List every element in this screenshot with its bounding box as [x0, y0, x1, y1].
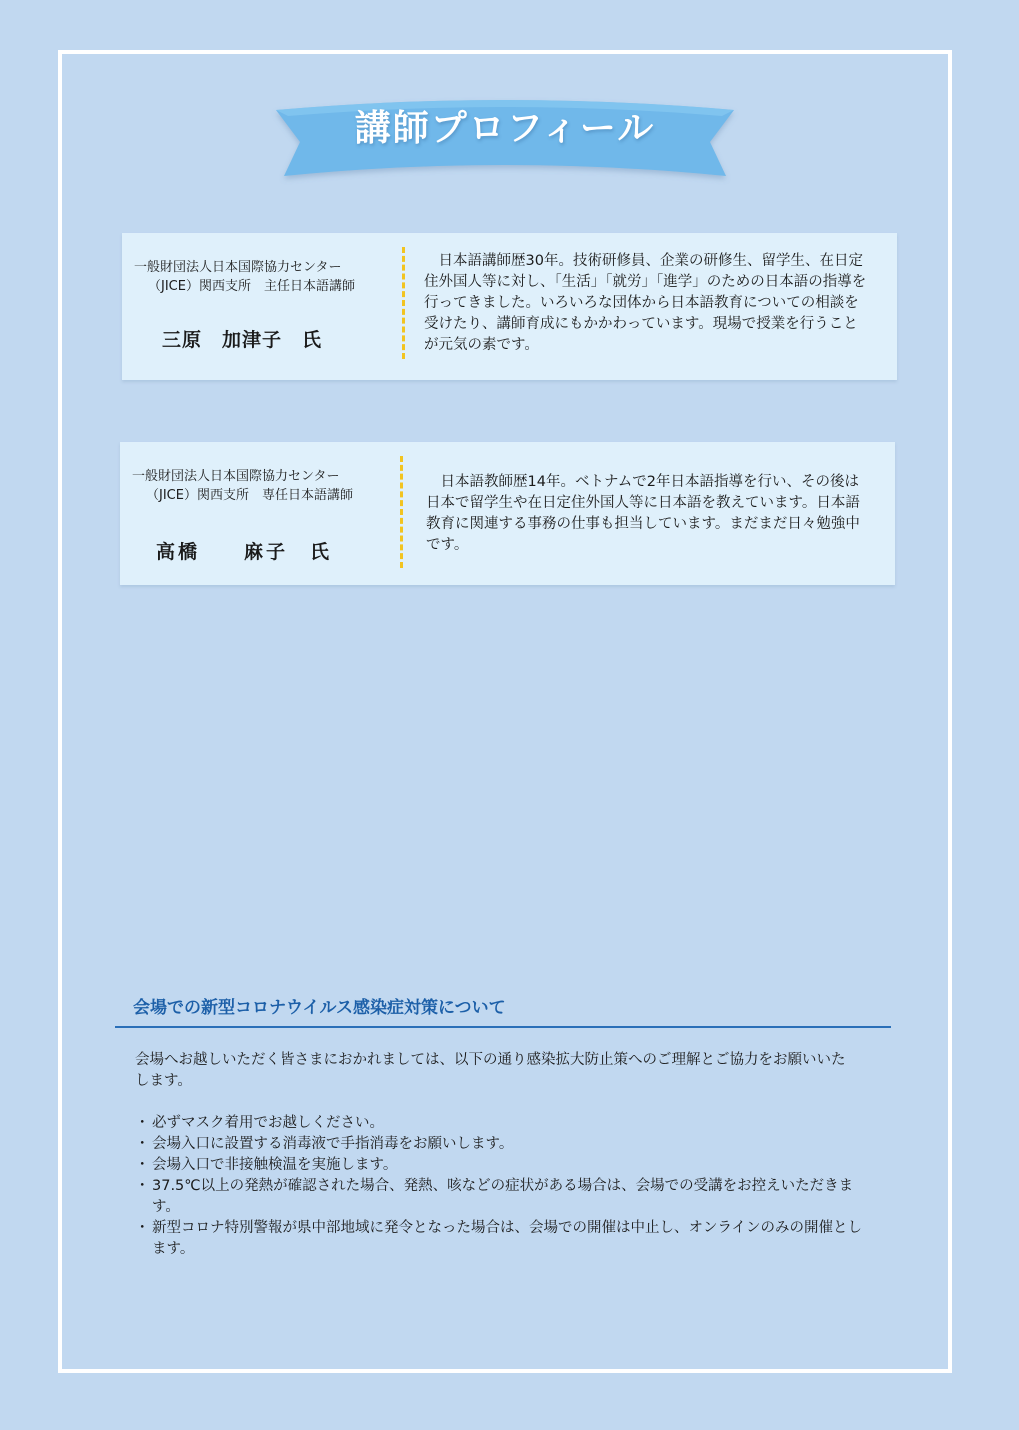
section-divider-line	[115, 1026, 891, 1028]
org-line-2: （JICE）関西支所 主任日本語講師	[148, 279, 355, 294]
dashed-divider	[400, 456, 403, 568]
instructor-bio: 日本語講師歴30年。技術研修員、企業の研修生、留学生、在日定住外国人等に対し、「生活」「就労」「進学」のための日本語の指導を行ってきました。いろいろな団体から日本語教育についての相談を受けたり、講師育成にもかかわっています。現場で授業を行うことが元気の素です。	[424, 253, 867, 353]
dashed-divider	[402, 247, 405, 359]
instructor-bio: 日本語教師歴14年。ベトナムで2年日本語指導を行い、その後は日本で留学生や在日定住外国人等に日本語を教えています。日本語教育に関連する事務の仕事も担当しています。まだまだ日々勉強中です。	[426, 474, 860, 553]
list-item: ・ 必ずマスク着用でお越しください。	[135, 1113, 875, 1134]
org-line-1: 一般財団法人日本国際協力センター	[134, 260, 342, 275]
instructor-card-1	[122, 233, 897, 380]
covid-measures-list	[135, 1113, 875, 1260]
instructor-name: 高橋 麻子 氏	[156, 541, 333, 563]
instructor-card-2	[120, 442, 895, 585]
instructor-name: 三原 加津子 氏	[162, 329, 323, 351]
list-item: ・ 新型コロナ特別警報が県中部地域に発令となった場合は、会場での開催は中止し、オンラインのみの開催とします。	[135, 1218, 875, 1260]
instructor-organization	[134, 258, 355, 296]
banner-title: 講師プロフィール	[354, 108, 656, 149]
covid-section-title: 会場での新型コロナウイルス感染症対策について	[133, 998, 506, 1018]
title-ribbon	[270, 92, 740, 197]
org-line-1: 一般財団法人日本国際協力センター	[132, 469, 340, 484]
list-item: ・ 会場入口に設置する消毒液で手指消毒をお願いします。	[135, 1134, 875, 1155]
covid-intro-text: 会場へお越しいただく皆さまにおかれましては、以下の通り感染拡大防止策へのご理解とご協力をお願いいたします。	[135, 1052, 846, 1089]
instructor-organization	[132, 467, 353, 505]
list-item: ・ 会場入口で非接触検温を実施します。	[135, 1155, 875, 1176]
org-line-2: （JICE）関西支所 専任日本語講師	[146, 488, 353, 503]
list-item: ・ 37.5℃以上の発熱が確認された場合、発熱、咳などの症状がある場合は、会場での受講をお控えいただきます。	[135, 1176, 875, 1218]
instructor-info	[122, 233, 404, 380]
instructor-info	[120, 442, 402, 585]
